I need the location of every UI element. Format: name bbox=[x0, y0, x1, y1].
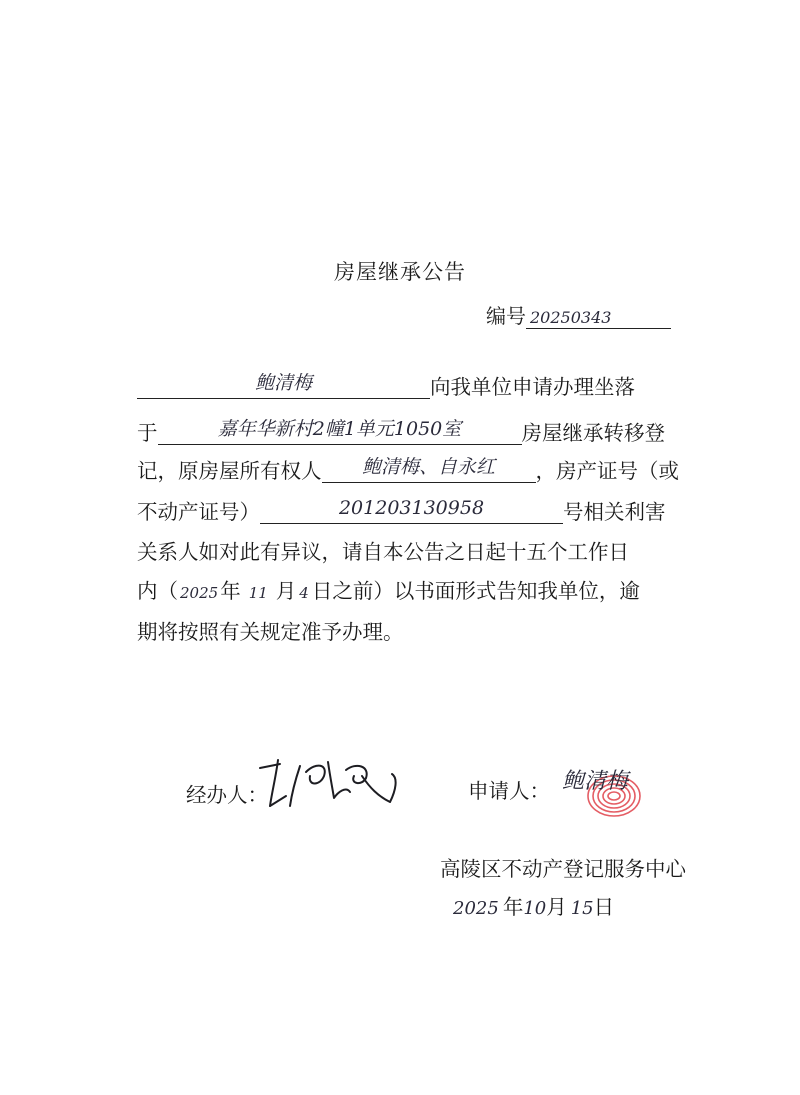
body-text: ，房产证号（或 bbox=[535, 459, 679, 483]
issue-date-day: 15 bbox=[570, 898, 594, 919]
body-line-3 bbox=[137, 456, 679, 486]
certificate-number: 201203130958 bbox=[338, 497, 485, 519]
issuing-agency: 高陵区不动产登记服务中心 bbox=[440, 857, 686, 881]
body-line-2 bbox=[137, 418, 665, 448]
applicant-name: 鲍清梅 bbox=[254, 372, 312, 394]
body-line-7: 期将按照有关规定准予办理。 bbox=[137, 620, 404, 644]
deadline-month: 11 bbox=[248, 584, 268, 602]
month-unit: 月 bbox=[546, 895, 567, 919]
number-label: 编号 bbox=[486, 304, 526, 328]
issue-date-month: 10 bbox=[523, 898, 547, 919]
issue-date bbox=[453, 890, 614, 920]
address-blank bbox=[158, 418, 522, 445]
body-text: 不动产证号） bbox=[137, 500, 260, 524]
body-text: 日之前）以书面形式告知我单位，逾 bbox=[311, 579, 640, 603]
body-text: 记，原房屋所有权人 bbox=[137, 459, 322, 483]
deadline-year: 2025 bbox=[180, 584, 219, 602]
applicant-name-blank bbox=[137, 372, 430, 399]
handler-label: 经办人： bbox=[186, 783, 268, 807]
body-text: 号相关利害 bbox=[563, 500, 666, 524]
applicant-signature-area bbox=[562, 760, 658, 820]
body-text: 内（ bbox=[137, 579, 178, 603]
body-line-5: 关系人如对此有异议，请自本公告之日起十五个工作日 bbox=[137, 540, 629, 564]
year-unit: 年 bbox=[502, 895, 524, 919]
issue-date-year: 2025 bbox=[453, 898, 499, 919]
applicant-label: 申请人： bbox=[468, 779, 550, 803]
body-line-4 bbox=[137, 497, 666, 527]
body-text: 房屋继承转移登 bbox=[521, 421, 665, 445]
cert-number-blank bbox=[260, 497, 563, 524]
body-text: 月 bbox=[275, 579, 297, 603]
number-blank bbox=[526, 306, 671, 329]
day-unit: 日 bbox=[593, 895, 615, 919]
applicant-signature: 鲍清梅 bbox=[562, 769, 629, 794]
handler-signature bbox=[258, 752, 408, 814]
document-title: 房屋继承公告 bbox=[334, 260, 466, 284]
deadline-day: 4 bbox=[299, 584, 309, 602]
body-line-6 bbox=[137, 576, 640, 606]
body-text: 于 bbox=[137, 421, 158, 445]
number-value: 20250343 bbox=[530, 308, 612, 327]
body-text: 年 bbox=[220, 579, 241, 603]
property-address: 嘉年华新村2幢1单元1050室 bbox=[217, 418, 462, 440]
owners-blank bbox=[322, 456, 536, 483]
body-line-1 bbox=[137, 372, 635, 402]
document-number bbox=[486, 300, 671, 329]
original-owners: 鲍清梅、自永红 bbox=[361, 456, 495, 478]
body-text: 向我单位申请办理坐落 bbox=[430, 375, 635, 399]
